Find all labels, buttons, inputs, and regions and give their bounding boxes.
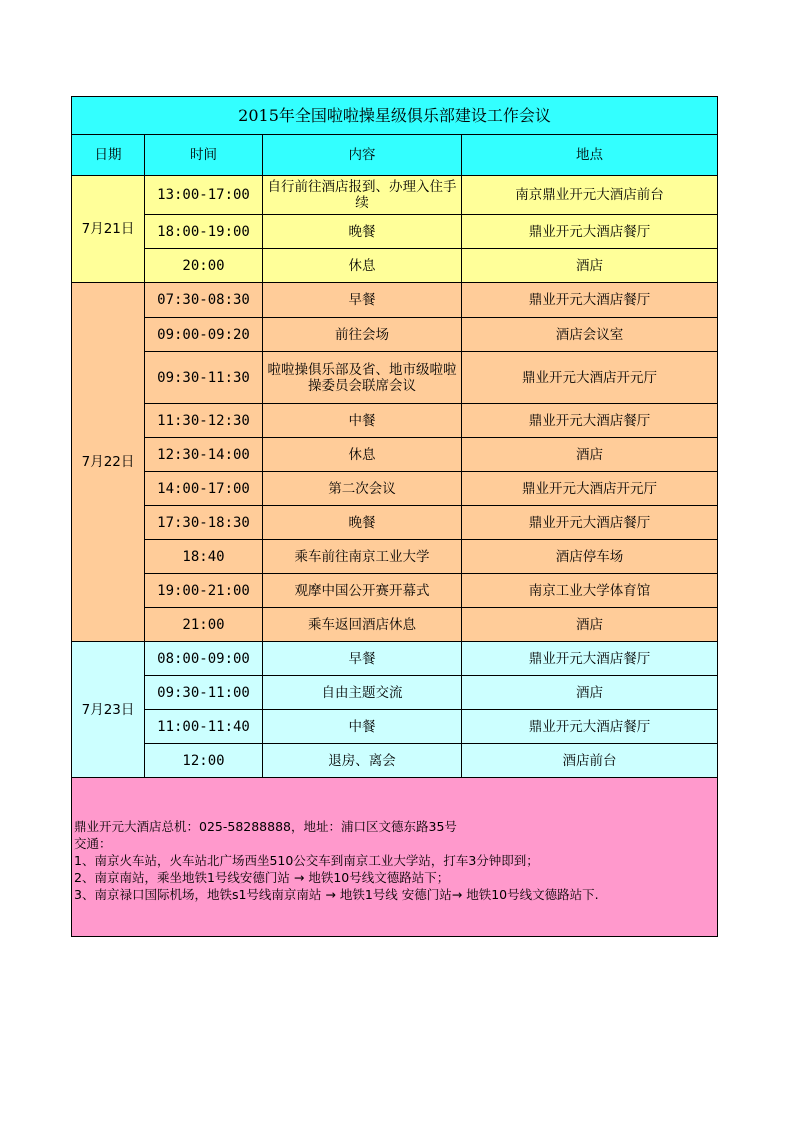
place-cell: 酒店停车场 (462, 540, 718, 574)
route-line: 3、南京禄口国际机场，地铁s1号线南京南站 → 地铁1号线 安德门站→ 地铁10号线文德路站下. (74, 887, 599, 902)
time-cell: 13:00-17:00 (145, 176, 263, 215)
time-cell: 09:30-11:30 (145, 352, 263, 404)
time-cell: 12:30-14:00 (145, 438, 263, 472)
day-date: 7月22日 (72, 283, 145, 642)
place-cell: 酒店 (462, 249, 718, 283)
time-cell: 08:00-09:00 (145, 642, 263, 676)
header-time: 时间 (145, 135, 263, 176)
content-cell: 退房、离会 (263, 744, 462, 778)
place-cell: 南京工业大学体育馆 (462, 574, 718, 608)
day-date: 7月23日 (72, 642, 145, 778)
header-place: 地点 (462, 135, 718, 176)
time-cell: 18:40 (145, 540, 263, 574)
content-cell: 自由主题交流 (263, 676, 462, 710)
place-cell: 酒店 (462, 676, 718, 710)
content-cell: 前往会场 (263, 318, 462, 352)
place-cell: 酒店 (462, 438, 718, 472)
place-cell: 鼎业开元大酒店餐厅 (462, 404, 718, 438)
place-cell: 南京鼎业开元大酒店前台 (462, 176, 718, 215)
place-cell: 酒店前台 (462, 744, 718, 778)
time-cell: 09:00-09:20 (145, 318, 263, 352)
content-cell: 晚餐 (263, 506, 462, 540)
content-cell: 早餐 (263, 642, 462, 676)
content-cell: 休息 (263, 438, 462, 472)
content-cell: 中餐 (263, 404, 462, 438)
place-cell: 鼎业开元大酒店餐厅 (462, 642, 718, 676)
time-cell: 20:00 (145, 249, 263, 283)
schedule-table (71, 96, 718, 937)
time-cell: 11:00-11:40 (145, 710, 263, 744)
place-cell: 鼎业开元大酒店餐厅 (462, 506, 718, 540)
content-cell: 中餐 (263, 710, 462, 744)
hotel-info: 鼎业开元大酒店总机：025-58288888，地址：浦口区文德东路35号 (74, 819, 457, 834)
route-line: 2、南京南站，乘坐地铁1号线安德门站 → 地铁10号线文德路站下； (74, 870, 450, 885)
place-cell: 鼎业开元大酒店开元厅 (462, 352, 718, 404)
content-cell: 啦啦操俱乐部及省、地市级啦啦操委员会联席会议 (263, 352, 462, 404)
time-cell: 21:00 (145, 608, 263, 642)
day-date: 7月21日 (72, 176, 145, 283)
content-cell: 乘车前往南京工业大学 (263, 540, 462, 574)
place-cell: 鼎业开元大酒店餐厅 (462, 710, 718, 744)
time-cell: 18:00-19:00 (145, 215, 263, 249)
content-cell: 晚餐 (263, 215, 462, 249)
content-cell: 乘车返回酒店休息 (263, 608, 462, 642)
route-line: 1、南京火车站，火车站北广场西坐510公交车到南京工业大学站，打车3分钟即到； (74, 853, 539, 868)
header-date: 日期 (72, 135, 145, 176)
page-title: 2015年全国啦啦操星级俱乐部建设工作会议 (72, 97, 718, 135)
time-cell: 12:00 (145, 744, 263, 778)
time-cell: 14:00-17:00 (145, 472, 263, 506)
content-cell: 休息 (263, 249, 462, 283)
time-cell: 07:30-08:30 (145, 283, 263, 318)
place-cell: 酒店 (462, 608, 718, 642)
content-cell: 第二次会议 (263, 472, 462, 506)
place-cell: 鼎业开元大酒店餐厅 (462, 283, 718, 318)
header-content: 内容 (263, 135, 462, 176)
content-cell: 早餐 (263, 283, 462, 318)
time-cell: 09:30-11:00 (145, 676, 263, 710)
content-cell: 观摩中国公开赛开幕式 (263, 574, 462, 608)
notes-section (72, 778, 718, 937)
place-cell: 酒店会议室 (462, 318, 718, 352)
content-cell: 自行前往酒店报到、办理入住手续 (263, 176, 462, 215)
place-cell: 鼎业开元大酒店开元厅 (462, 472, 718, 506)
traffic-label: 交通： (74, 836, 112, 851)
time-cell: 11:30-12:30 (145, 404, 263, 438)
time-cell: 17:30-18:30 (145, 506, 263, 540)
place-cell: 鼎业开元大酒店餐厅 (462, 215, 718, 249)
time-cell: 19:00-21:00 (145, 574, 263, 608)
